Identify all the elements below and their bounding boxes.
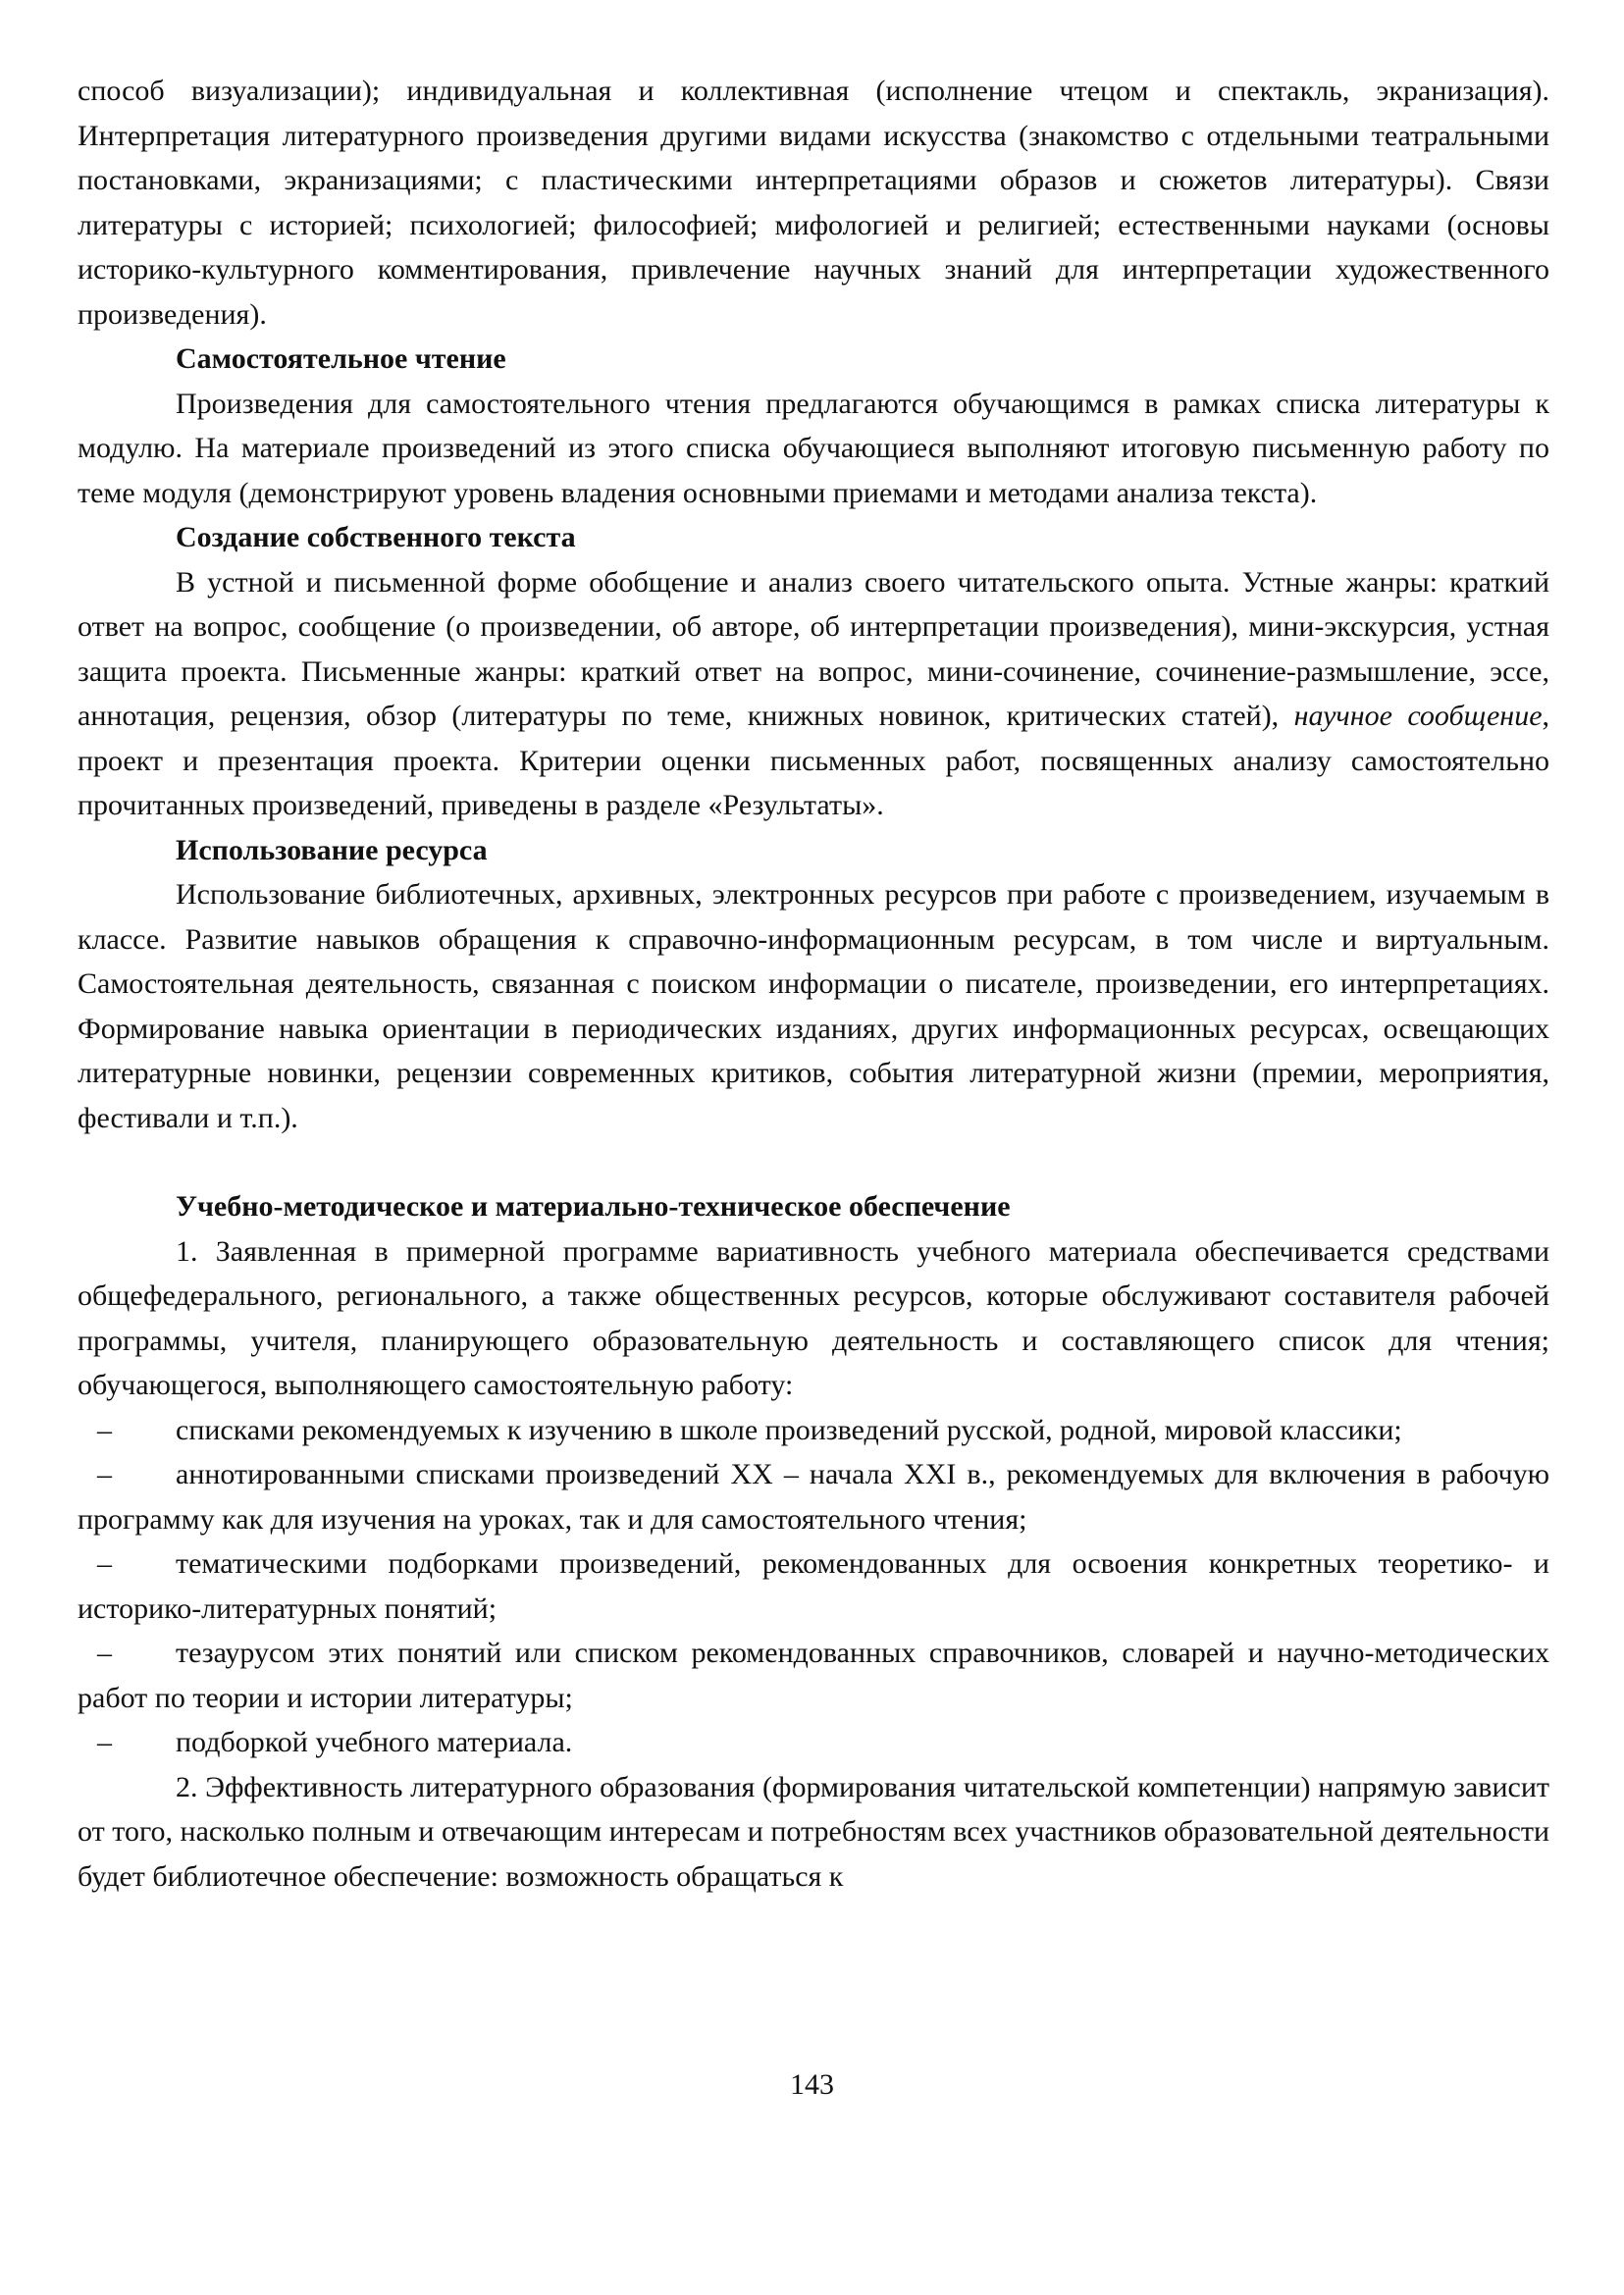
paragraph-resource-use: Использование библиотечных, архивных, электронных ресурсов при работе с произведением, изучаемым в классе. Развитие навыков обращения к справочно-информационным ресурсам, в том числе и виртуальным. Самостоятельная деятельность, связанная с поиском информации о писателе, произведении, его интерпретациях. Формирование навыка ориентации в периодических изданиях, других информационных ресурсах, освещающих литературные новинки, рецензии современных критиков, события литературной жизни (премии, мероприятия, фестивали и т.п.).: [78, 878, 1549, 1134]
list-item: [78, 1631, 1549, 1720]
own-text-part-a: В устной и письменной форме обобщение и анализ своего читательского опыта. Устные жанры: краткий ответ на вопрос, сообщение (о произведении, об авторе, об интерпретации произведения), мини-экскурсия, устная защита проекта. Письменные жанры: краткий ответ на вопрос, мини-сочинение, сочинение-размышление, эссе, аннотация, рецензия, обзор (литературы по теме, книжных новинок, критических статей),: [78, 565, 1549, 732]
dash-marker: –: [97, 1726, 112, 1758]
heading-methodical-support: Учебно-методическое и материально-техническое обеспечение: [176, 1190, 1011, 1223]
paragraph-support-2: 2. Эффективность литературного образования (формирования читательской компетенции) напрямую зависит от того, насколько полным и отвечающим интересам и потребностям всех участников образовательной деятельности будет библиотечное обеспечение: возможность обращаться к: [78, 1770, 1549, 1893]
list-item: [78, 1541, 1549, 1631]
heading-own-text: Создание собственного текста: [176, 521, 576, 553]
dash-marker: –: [97, 1413, 112, 1446]
paragraph-own-text: [78, 560, 1549, 828]
section-gap: [78, 1140, 1549, 1184]
own-text-part-b: , проект и презентация проекта. Критерии оценки письменных работ, посвященных анализу самостоятельно прочитанных произведений, приведены в разделе «Результаты».: [78, 700, 1550, 821]
list-item-text: тематическими подборками произведений, рекомендованных для освоения конкретных теоретико- и историко-литературных понятий;: [78, 1547, 1549, 1625]
dash-marker: –: [97, 1458, 112, 1490]
list-item-text: списками рекомендуемых к изучению в школе произведений русской, родной, мировой классики;: [176, 1413, 1402, 1446]
heading-independent-reading: Самостоятельное чтение: [176, 342, 506, 375]
paragraph-independent-reading: Произведения для самостоятельного чтения предлагаются обучающимся в рамках списка литературы к модулю. На материале произведений из этого списка обучающиеся выполняют итоговую письменную работу по теме модуля (демонстрируют уровень владения основными приемами и методами анализа текста).: [78, 387, 1549, 509]
dash-marker: –: [97, 1547, 112, 1580]
intro-paragraph: способ визуализации); индивидуальная и коллективная (исполнение чтецом и спектакль, экранизация). Интерпретация литературного произведения другими видами искусства (знакомство с отдельными театральными постановками, экранизациями; с пластическими интерпретациями образов и сюжетов литературы). Связи литературы с историей; психологией; философией; мифологией и религией; естественными науками (основы историко-культурного комментирования, привлечение научных знаний для интерпретации художественного произведения).: [78, 75, 1549, 331]
heading-resource-use: Использование ресурса: [176, 833, 488, 866]
list-item: [78, 1720, 1549, 1765]
paragraph-support-1: 1. Заявленная в примерной программе вариативность учебного материала обеспечивается средствами общефедерального, регионального, а также общественных ресурсов, которые обслуживают составителя рабочей программы, учителя, планирующего образовательную деятельность и составляющего список для чтения; обучающегося, выполняющего самостоятельную работу:: [78, 1234, 1549, 1401]
list-item-text: тезаурусом этих понятий или списком рекомендованных справочников, словарей и научно-методических работ по теории и истории литературы;: [78, 1637, 1549, 1714]
list-item-text: подборкой учебного материала.: [176, 1726, 573, 1758]
list-item-text: аннотированными списками произведений XX – начала XXI в., рекомендуемых для включения в рабочую программу как для изучения на уроках, так и для самостоятельного чтения;: [78, 1458, 1549, 1536]
list-item: [78, 1408, 1549, 1453]
list-item: [78, 1452, 1549, 1541]
dash-marker: –: [97, 1637, 112, 1669]
page-body: [78, 69, 1549, 1899]
own-text-italic: научное сообщение: [1293, 700, 1543, 732]
page-number: 143: [790, 2068, 834, 2101]
